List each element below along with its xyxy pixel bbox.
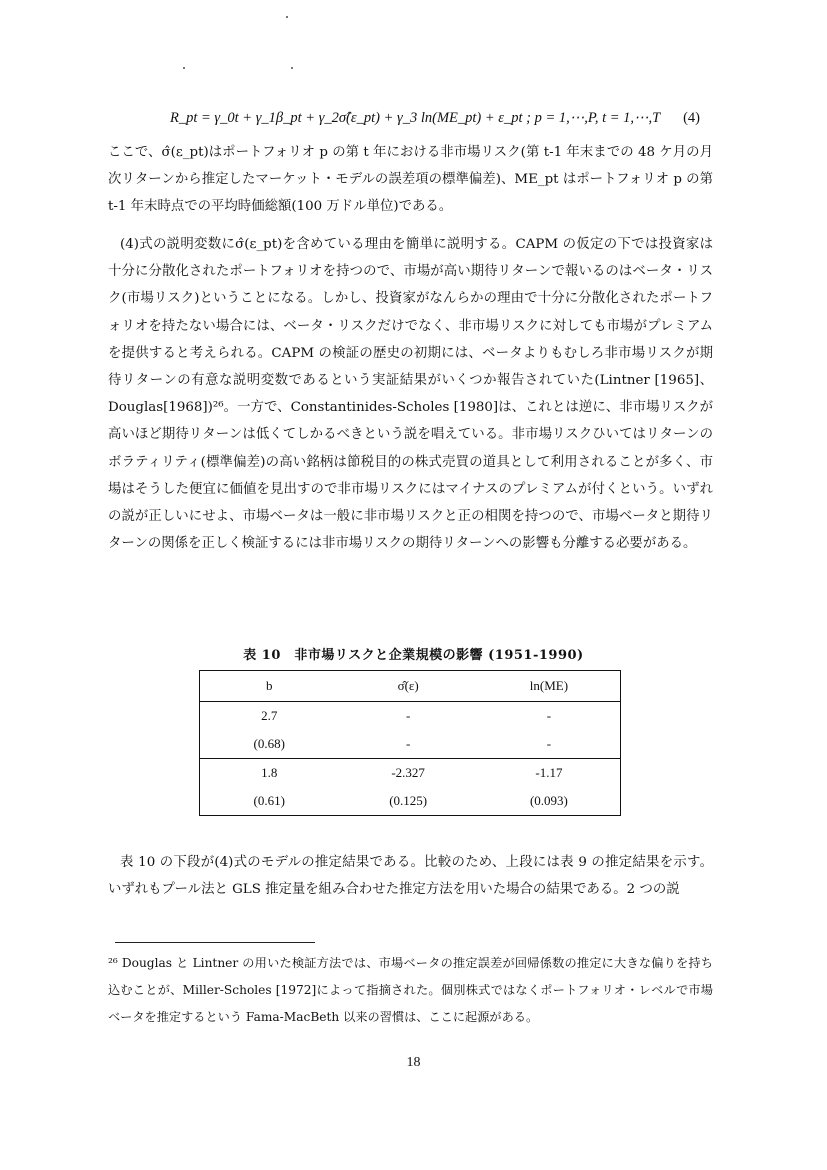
table-cell: (0.68) <box>200 730 339 759</box>
table-row <box>200 759 621 788</box>
paragraph-results: 表 10 の下段が(4)式のモデルの推定結果である。比較のため、上段には表 9 の推定結果を示す。いずれもプール法と GLS 推定量を組み合わせた推定方法を用いた場合の結果である。2 つの説 <box>108 855 713 898</box>
table-row <box>200 730 621 759</box>
table-cell: - <box>478 702 621 731</box>
table-cell: - <box>405 708 411 723</box>
table-cell: -1.17 <box>478 759 621 788</box>
table-cell: -2.327 <box>338 759 477 788</box>
page-number: 18 <box>406 1055 421 1070</box>
table-header-sigma: σ̂(ε) <box>338 671 477 702</box>
table-cell: - <box>405 736 411 751</box>
equation-4 <box>170 110 700 127</box>
equation-number: (4) <box>683 110 700 126</box>
results-table <box>199 670 621 816</box>
table-cell: - <box>478 730 621 759</box>
table-row <box>200 702 621 731</box>
equation-text: R_pt = γ_0t + γ_1β_pt + γ_2σ̂(ε_pt) + γ_3 ln(ME_pt) + ε_pt ; p = 1,⋯,P, t = 1,⋯,T <box>170 110 661 126</box>
paragraph-definitions: ここで、σ̂(ε_pt)はポートフォリオ p の第 t 年における非市場リスク(第 t-1 年末までの 48 ケ月の月次リターンから推定したマーケット・モデルの誤差項の標準偏差)、ME_pt はポートフォリオ p の第 t-1 年末時点での平均時価総額(100 万ドル単位)である。 <box>108 145 713 215</box>
table-cell: 1.8 <box>200 759 339 788</box>
table-cell: (0.093) <box>478 787 621 816</box>
footnote-divider <box>115 942 315 943</box>
table-cell: (0.125) <box>338 787 477 816</box>
table-cell: 2.7 <box>200 702 339 731</box>
scan-speck <box>286 16 288 18</box>
table-header-b: b <box>200 671 339 702</box>
table-caption: 表 10 非市場リスクと企業規模の影響 (1951-1990) <box>243 648 584 663</box>
paragraph-explanation: (4)式の説明変数にσ̂(ε_pt)を含めている理由を簡単に説明する。CAPM の仮定の下では投資家は十分に分散化されたポートフォリオを持つので、市場が高い期待リターンで報いるのはベータ・リスク(市場リスク)ということになる。しかし、投資家がなんらかの理由で十分に分散化されたポートフォリオを持たない場合には、ベータ・リスクだけでなく、非市場リスクに対しても市場がプレミアムを提供すると考えられる。CAPM の検証の歴史の初期には、ベータよりもむしろ非市場リスクが期待リターンの有意な説明変数であるという実証結果がいくつか報告されていた(Lintner [1965]、Douglas[1968])²⁶。一方で、Constantinides-Scholes [1980]は、これとは逆に、非市場リスクが高いほど期待リターンは低くてしかるべきという説を唱えている。非市場リスクひいてはリターンのボラティリティ(標準偏差)の高い銘柄は節税目的の株式売買の道具として利用されることが多く、市場はそうした便宜に価値を見出すので非市場リスクにはマイナスのプレミアムが付くという。いずれの説が正しいにせよ、市場ベータは一般に非市場リスクと正の相関を持つので、市場ベータと期待リターンの関係を正しく検証するには非市場リスクの期待リターンへの影響も分離する必要がある。 <box>108 237 713 552</box>
scan-speck <box>291 67 293 69</box>
scan-speck <box>183 67 185 69</box>
table-header-lnme: ln(ME) <box>478 671 621 702</box>
footnote-26: ²⁶ Douglas と Lintner の用いた検証方法では、市場ベータの推定誤差が回帰係数の推定に大きな偏りを持ち込むことが、Miller-Scholes [1972]によって指摘された。個別株式ではなくポートフォリオ・レベルで市場ベータを推定するという Fama-MacBeth 以来の習慣は、ここに起源がある。 <box>108 956 713 1024</box>
table-row <box>200 787 621 816</box>
table-cell: (0.61) <box>200 787 339 816</box>
